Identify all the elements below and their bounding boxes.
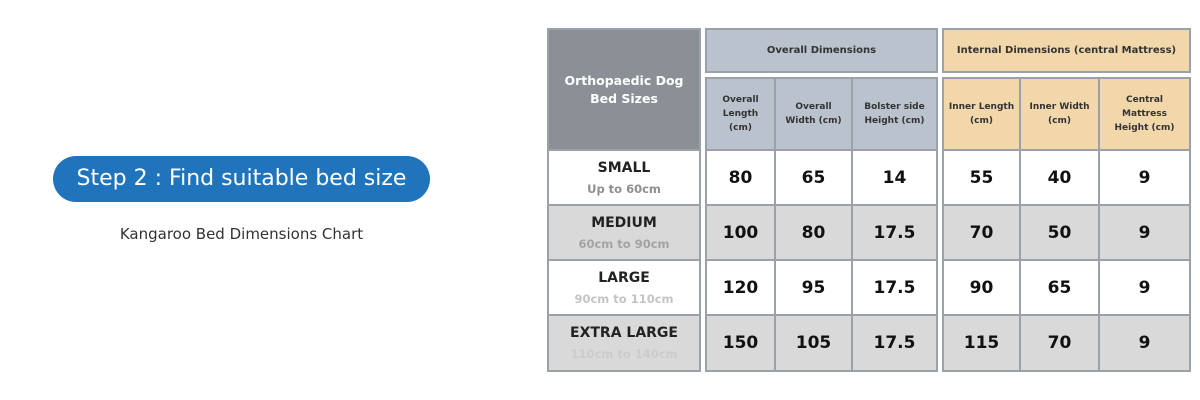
value-cell — [705, 149, 776, 206]
value-cell — [1098, 204, 1191, 261]
value-text: 80 — [728, 167, 753, 188]
value-text: 105 — [795, 333, 832, 353]
size-cell — [547, 204, 701, 261]
size-name: EXTRA LARGE — [570, 325, 678, 341]
sizes-header — [547, 28, 701, 151]
value-cell — [774, 204, 853, 261]
value-text: 9 — [1138, 167, 1151, 188]
step-label: Step 2 : Find suitable bed size — [53, 156, 430, 202]
sizes-header-label: Orthopaedic Dog Bed Sizes — [564, 72, 684, 106]
value-cell — [1019, 149, 1100, 206]
column-header — [1019, 77, 1100, 151]
value-cell — [851, 314, 938, 372]
value-cell — [1098, 259, 1191, 316]
chart-title: Kangaroo Bed Dimensions Chart — [119, 225, 364, 243]
value-cell — [1019, 259, 1100, 316]
column-header-label: Overall Length (cm) — [722, 95, 759, 133]
value-text: 120 — [722, 277, 759, 298]
column-header-label: Central Mattress Height (cm) — [1114, 95, 1175, 133]
value-text: 17.5 — [873, 333, 916, 353]
value-cell — [1019, 314, 1100, 372]
size-cell — [547, 314, 701, 372]
value-text: 50 — [1047, 222, 1072, 243]
value-cell — [774, 149, 853, 206]
size-range: 60cm to 90cm — [578, 236, 670, 251]
value-text: 9 — [1138, 277, 1151, 298]
value-cell — [851, 259, 938, 316]
column-header-label: Inner Length (cm) — [948, 102, 1015, 126]
value-cell — [1098, 314, 1191, 372]
value-text: 55 — [969, 167, 994, 188]
value-text: 9 — [1138, 333, 1151, 353]
value-cell — [705, 314, 776, 372]
value-text: 150 — [722, 333, 759, 353]
column-header — [851, 77, 938, 151]
value-text: 100 — [722, 222, 759, 243]
value-text: 65 — [801, 167, 826, 188]
value-cell — [774, 314, 853, 372]
value-cell — [942, 149, 1021, 206]
column-header-label: Inner Width (cm) — [1029, 102, 1090, 126]
value-cell — [1019, 204, 1100, 261]
value-cell — [705, 259, 776, 316]
value-text: 95 — [801, 277, 826, 298]
value-text: 70 — [969, 222, 994, 243]
value-text: 17.5 — [873, 277, 916, 298]
value-cell — [851, 204, 938, 261]
value-text: 40 — [1047, 167, 1072, 188]
size-range: 110cm to 140cm — [570, 347, 678, 361]
internal-dimensions-label: Internal Dimensions (central Mattress) — [956, 45, 1177, 56]
size-cell — [547, 149, 701, 206]
value-cell — [705, 204, 776, 261]
size-name: LARGE — [598, 269, 650, 286]
value-text: 115 — [963, 333, 1000, 353]
value-cell — [942, 204, 1021, 261]
internal-dimensions-header — [942, 28, 1191, 73]
value-cell — [1098, 149, 1191, 206]
column-header — [705, 77, 776, 151]
size-range: 90cm to 110cm — [574, 291, 674, 306]
value-text: 9 — [1138, 222, 1151, 243]
value-cell — [942, 314, 1021, 372]
column-header-label: Overall Width (cm) — [785, 102, 842, 126]
column-header-label: Bolster side Height (cm) — [864, 102, 925, 126]
column-header — [774, 77, 853, 151]
size-cell — [547, 259, 701, 316]
value-cell — [774, 259, 853, 316]
overall-dimensions-header — [705, 28, 938, 73]
value-text: 70 — [1047, 333, 1072, 353]
column-header — [942, 77, 1021, 151]
value-text: 65 — [1047, 277, 1072, 298]
size-name: MEDIUM — [591, 214, 657, 231]
value-cell — [851, 149, 938, 206]
value-text: 90 — [969, 277, 994, 298]
size-name: SMALL — [597, 159, 651, 176]
column-header — [1098, 77, 1191, 151]
value-text: 80 — [801, 222, 826, 243]
value-text: 14 — [882, 167, 907, 188]
value-text: 17.5 — [873, 222, 916, 243]
overall-dimensions-label: Overall Dimensions — [766, 45, 877, 56]
value-cell — [942, 259, 1021, 316]
size-range: Up to 60cm — [587, 181, 661, 196]
